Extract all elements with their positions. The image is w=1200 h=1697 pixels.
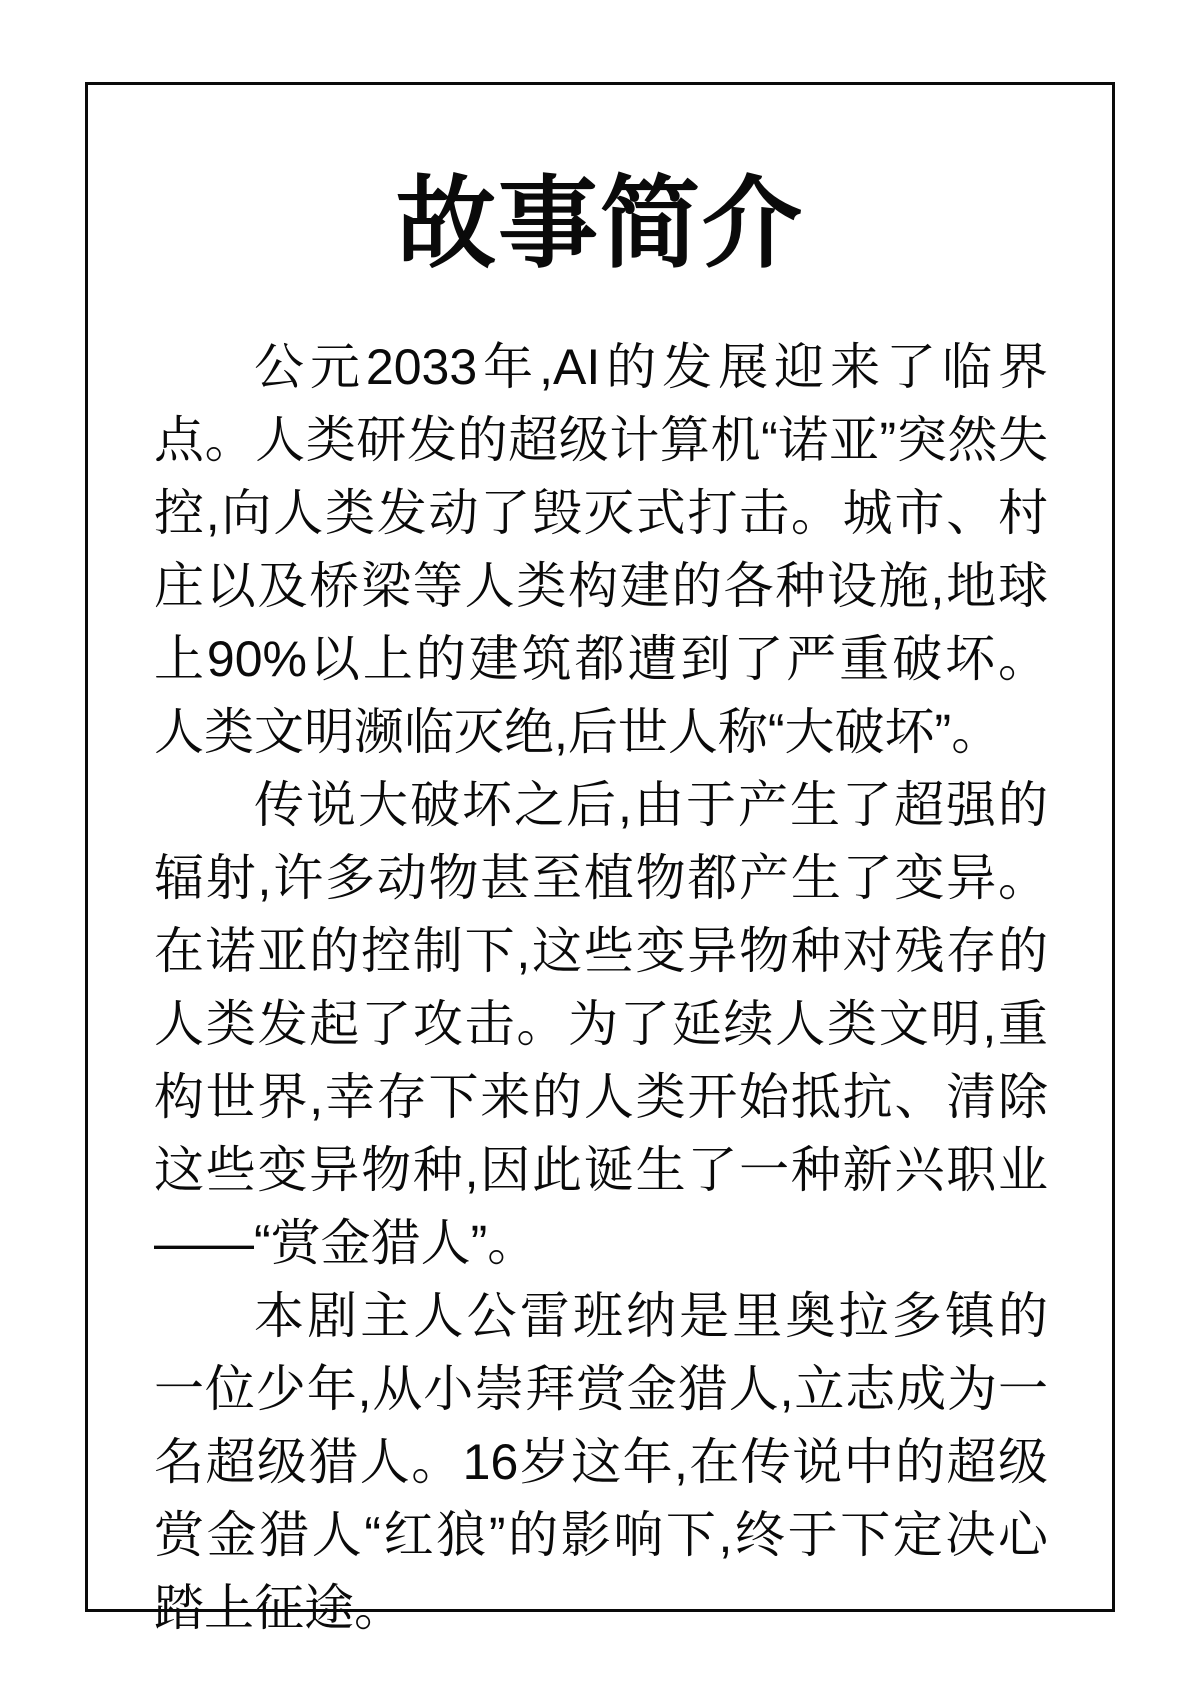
story-frame [85,82,1115,1636]
story-paragraph-1: 公元2033年,AI的发展迎来了临界点。人类研发的超级计算机“诺亚”突然失控,向人类发动了毁灭式打击。城市、村庄以及桥梁等人类构建的各种设施,地球上90%以上的建筑都遭到了严重破坏。人类文明濒临灭绝,后世人称“大破坏”。 [154,339,1048,760]
story-body [88,331,1112,1645]
story-paragraph-3: 本剧主人公雷班纳是里奥拉多镇的一位少年,从小崇拜赏金猎人,立志成为一名超级猎人。16岁这年,在传说中的超级赏金猎人“红狼”的影响下,终于下定决心踏上征途。 [154,1288,1048,1636]
page-title: 故事简介 [396,168,804,280]
story-paragraph-2: 传说大破坏之后,由于产生了超强的辐射,许多动物甚至植物都产生了变异。在诺亚的控制下,这些变异物种对残存的人类发起了攻击。为了延续人类文明,重构世界,幸存下来的人类开始抵抗、清除这些变异物种,因此诞生了一种新兴职业——“赏金猎人”。 [154,777,1048,1271]
